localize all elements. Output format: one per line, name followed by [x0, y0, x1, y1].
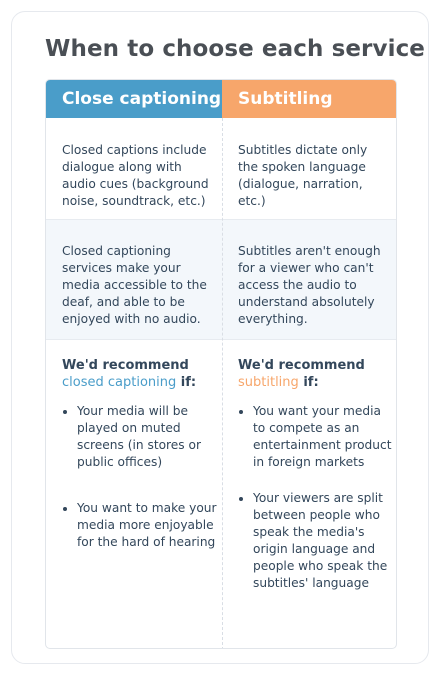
column-divider — [222, 118, 223, 649]
list-item: Your viewers are split between people who speak the media's origin language and people who speak the subtitles' language — [233, 490, 393, 592]
recommendation-heading-captioning — [62, 357, 214, 391]
row-cell-captioning: Closed captions include dialogue along with audio cues (background noise, soundtrack, etc.) — [62, 143, 209, 208]
recommendation-list-captioning — [57, 403, 217, 551]
comparison-card — [11, 11, 429, 664]
row-cell-subtitling: Subtitles dictate only the spoken language (dialogue, narration, etc.) — [238, 143, 368, 208]
list-item: You want to make your media more enjoyable for the hard of hearing — [57, 500, 217, 551]
recommendation-heading-subtitling — [238, 357, 390, 391]
page-title: When to choose each service — [45, 36, 426, 62]
recommend-highlight-captioning: closed captioning — [62, 375, 177, 390]
comparison-table — [45, 79, 397, 649]
column-header-subtitling: Subtitling — [222, 80, 397, 118]
recommend-suffix: if: — [303, 375, 319, 390]
column-header-close-captioning: Close captioning — [46, 80, 222, 118]
recommendation-list-subtitling — [233, 403, 393, 592]
row-cell-captioning: Closed captioning services make your media accessible to the deaf, and able to be enjoyed with no audio. — [62, 244, 207, 326]
recommend-suffix: if: — [180, 375, 197, 390]
list-item: Your media will be played on muted screens (in stores or public offices) — [57, 403, 217, 471]
recommend-prefix: We'd recommend — [238, 358, 365, 373]
recommend-prefix: We'd recommend — [62, 358, 189, 373]
row-cell-subtitling: Subtitles aren't enough for a viewer who can't access the audio to understand absolutely everything. — [238, 244, 381, 326]
list-item: You want your media to compete as an entertainment product in foreign markets — [233, 403, 393, 471]
recommend-highlight-subtitling: subtitling — [238, 375, 299, 390]
